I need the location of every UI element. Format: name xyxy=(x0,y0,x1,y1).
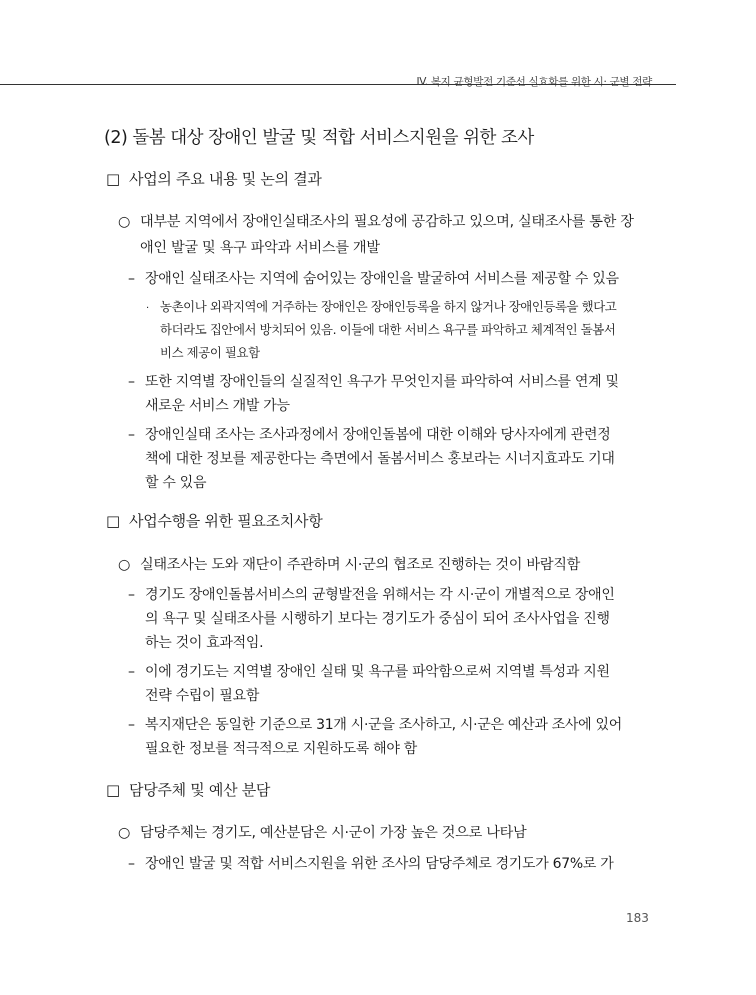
section-heading-2: □ 사업수행을 위한 필요조치사항 xyxy=(106,512,323,530)
dash-bullet: – xyxy=(128,271,135,287)
dash-bullet: – xyxy=(128,587,135,603)
dash-item: – 장애인실태 조사는 조사과정에서 장애인돌봄에 대한 이해와 당사자에게 관련정 xyxy=(128,427,611,443)
dash-bullet: – xyxy=(128,856,135,872)
dash-item-continuation: 필요한 정보를 적극적으로 지원하도록 해야 함 xyxy=(145,741,418,757)
dash-item-continuation: 할 수 있음 xyxy=(145,475,207,491)
box-bullet: □ xyxy=(106,781,120,799)
circle-bullet: ○ xyxy=(118,825,131,841)
circle-point: ○ 실태조사는 도와 재단이 주관하며 시·군의 협조로 진행하는 것이 바람직함 xyxy=(118,557,581,573)
circle-point: ○ 담당주체는 경기도, 예산분담은 시·군이 가장 높은 것으로 나타남 xyxy=(118,825,527,841)
box-bullet: □ xyxy=(106,170,120,188)
dot-item-continuation: 하더라도 집안에서 방치되어 있음. 이들에 대한 서비스 욕구를 파악하고 체계적인 돌봄서 xyxy=(160,322,616,337)
dash-item: – 또한 지역별 장애인들의 실질적인 욕구가 무엇인지를 파악하여 서비스를 연계 및 xyxy=(128,374,619,390)
box-bullet: □ xyxy=(106,512,120,530)
circle-bullet: ○ xyxy=(118,557,131,573)
section-title: (2) 돌봄 대상 장애인 발굴 및 적합 서비스지원을 위한 조사 xyxy=(104,128,534,148)
circle-point: ○ 대부분 지역에서 장애인실태조사의 필요성에 공감하고 있으며, 실태조사를 통한 장 xyxy=(118,214,634,230)
section-heading-3: □ 담당주체 및 예산 분담 xyxy=(106,781,271,799)
dash-item-continuation: 의 욕구 및 실태조사를 시행하기 보다는 경기도가 중심이 되어 조사사업을 진행 xyxy=(145,611,610,627)
dash-item: – 경기도 장애인돌봄서비스의 균형발전을 위해서는 각 시·군이 개별적으로 장애인 xyxy=(128,587,615,603)
dash-bullet: – xyxy=(128,717,135,733)
dot-bullet: · xyxy=(146,303,149,314)
dash-item-continuation: 새로운 서비스 개발 가능 xyxy=(145,398,290,414)
circle-point-continuation: 애인 발굴 및 욕구 파악과 서비스를 개발 xyxy=(140,240,380,256)
dash-item-continuation: 하는 것이 효과적임. xyxy=(145,635,264,651)
dash-item-continuation: 책에 대한 정보를 제공한다는 측면에서 돌봄서비스 홍보라는 시너지효과도 기대 xyxy=(145,451,615,467)
circle-bullet: ○ xyxy=(118,214,131,230)
dash-item: – 이에 경기도는 지역별 장애인 실태 및 욕구를 파악함으로써 지역별 특성과 지원 xyxy=(128,664,610,680)
dash-item: – 장애인 실태조사는 지역에 숨어있는 장애인을 발굴하여 서비스를 제공할 수 있음 xyxy=(128,271,619,287)
dash-item: – 장애인 발굴 및 적합 서비스지원을 위한 조사의 담당주체로 경기도가 67%로 가 xyxy=(128,856,614,872)
section-heading-1: □ 사업의 주요 내용 및 논의 결과 xyxy=(106,170,322,188)
dash-bullet: – xyxy=(128,664,135,680)
dash-bullet: – xyxy=(128,427,135,443)
dash-bullet: – xyxy=(128,374,135,390)
dash-item-continuation: 전략 수립이 필요함 xyxy=(145,688,260,704)
page-number: 183 xyxy=(626,911,649,925)
dot-item: · 농촌이나 외곽지역에 거주하는 장애인은 장애인등록을 하지 않거나 장애인등록을 했다고 xyxy=(146,299,617,314)
dash-item: – 복지재단은 동일한 기준으로 31개 시·군을 조사하고, 시·군은 예산과 조사에 있어 xyxy=(128,717,622,733)
dot-item-continuation: 비스 제공이 필요함 xyxy=(160,345,260,360)
running-header: IV. 복지 균형발전 기준선 실효화를 위한 시· 군별 전략 xyxy=(416,76,652,88)
